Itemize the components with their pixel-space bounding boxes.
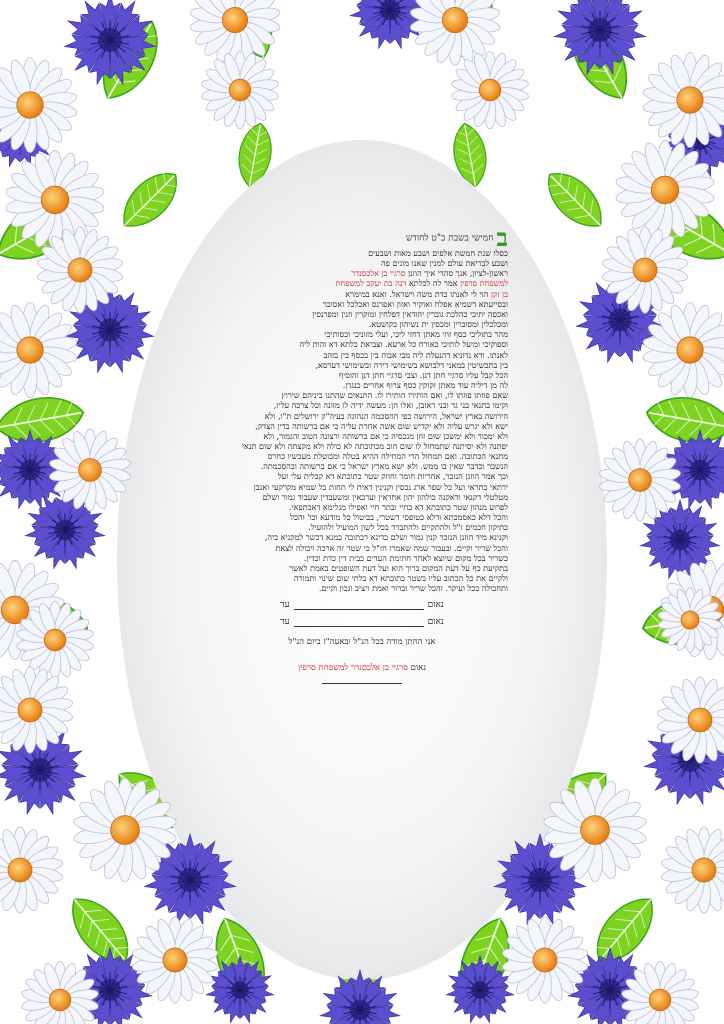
ketubah-line: הכל קבל עליו סרגיי חתן דנן. וצבי סרגיי חתן דנן והוסיף bbox=[338, 369, 508, 380]
ketubah-line: למשפחת סרפין אמר לה לכלתא דנה בת יעקב למשפחת bbox=[335, 278, 508, 289]
ketubah-line: כסלו שנת חמשת אלפים ושבע מאות ושבעים bbox=[368, 248, 508, 258]
ketubah-line: ותחבולה ככל ועיקר. והכל שריר וברור ואמת ויציב ונכון וקיים. bbox=[318, 583, 508, 594]
ketubah-line: והכל דלא כאסמכתא ודלא כטופסי דשטרי, בביטול כל מודעא וכו' והכל bbox=[290, 512, 508, 523]
ketubah-line: יפתנה ולא יסיתנה שתמחול לו שום חוב מכתובתה לא כולה ולא מקצתה ולא שום תנאי bbox=[241, 440, 508, 451]
ketubah-line: לפרוע מנהון שטר כתובתא דא בחיי ובתר חיי ואפילו מגלימא דאכתפאי. bbox=[288, 501, 508, 512]
witness-tail: עד bbox=[280, 600, 290, 611]
witness-signature-line bbox=[294, 599, 424, 610]
ketubah-line: וקנינא מיד הוזנן הנזכר קנין גמור ושלם כדינא דכתובה במנא דכשר למקניא ביה, bbox=[264, 532, 508, 543]
ketubah-line: ולא ימכור ולא ימשכן שום זוזן מנכסיה כי אם ברשותה ורצונה הטוב והגמור, ולא bbox=[263, 430, 508, 441]
witness-line-2 bbox=[216, 616, 508, 627]
ketubah-line: ושבע לבריאת עולם למנין שאנו מונים פה bbox=[380, 258, 508, 269]
ketubah-line: והכל שריר וקיים. ובעבור שמה שאמרו חז"ל כי שטר זה ארכה ויכולה לצאת bbox=[275, 542, 508, 553]
ketubah-text bbox=[216, 223, 508, 684]
opening-letter: ב bbox=[496, 223, 508, 252]
ketubah-line: מטלטלי דקנאי ודאקנה כולהון יהון אחראין וערבאין ומשעבדין שעבוד גמור ושלם bbox=[262, 491, 508, 502]
groom-name: סרגיי בן אלכסנדר למשפחת סרפין bbox=[297, 663, 408, 674]
ketubah-line: בן זקן הוי לי לאנתו כדת משה וישראל. ואנא במימרא bbox=[345, 288, 508, 299]
ketubah-line: ישא ולא יגרש עליה ולא יקדיש שום אשה אחרת עליה כי אם ברשותה בדין הצדק, bbox=[255, 420, 508, 431]
ketubah-body bbox=[216, 248, 508, 593]
ketubah-line: מהר בתוליכי כסף זוזי מאתן דחזי ליכי, ועלי מזוניכי וכסותיכי bbox=[324, 329, 508, 340]
groom-signature bbox=[216, 663, 508, 673]
groom-signature-prefix: נאום bbox=[410, 663, 427, 674]
ketubah-line: שאם פוזתו פוזתו לו, ואם הותירו הותירו לו. התנאים שהתנו ביניהם שירוץ bbox=[281, 390, 508, 401]
ketubah-line: בין בתכשיטין במאני דלבושא בשימושי דירה ובשימושי דערסא, bbox=[315, 359, 508, 370]
ketubah-line: לאנתו. ודא נדוניא דהנעלת ליה מבי אבוה בין בכסף בין בזהב bbox=[323, 349, 508, 360]
ketubah-line: הנשבר וכדבר שאין בו ממש. ולא ישא מארץ ישראל כי אם ברשותה ובהסכמתה. bbox=[260, 461, 508, 472]
witness-tail: עד bbox=[280, 617, 290, 628]
ketubah-line: הירושה בארץ ישראל, הירושה כפי ההסכמה הנהוגה בעיה"ק ירושלים ת"ו, ולא bbox=[264, 410, 508, 421]
witness-signature-line bbox=[294, 616, 424, 627]
ketubah-line: כתיקון חכמים ז"ל ולהתקיים ולהתברר בכל לשון המועיל ולהועיל. bbox=[308, 522, 508, 533]
ketubah-line: ובסייעתא דשמיא אפלח ואוקיר ואזון ואפרנס ואכלכל ואסובר bbox=[322, 298, 508, 309]
opening-line bbox=[216, 223, 508, 252]
ketubah-line: לה מן דיליה עוד מאתן זקוקין כסף צרוף אחרים כנגדן. bbox=[342, 380, 508, 391]
witness-label: נאום bbox=[427, 617, 444, 628]
ketubah-line: וקימו בתנאי בני גד ובני ראובן, ואלו הן: מעשה ידיה לו מזונה וכל צרכה עליו, bbox=[273, 400, 508, 411]
witness-line-1 bbox=[216, 599, 508, 610]
ketubah-line: ירתאי בתראי ועל כל שפר ארג נכסין וקנינין דאית לי תחות כל שמיא מקרקעי ואגבן bbox=[253, 481, 508, 492]
ketubah-line: בתקיעת כף על דעת המקום ברוך הוא ועל דעת השופטים באמת לאשר bbox=[289, 562, 508, 573]
ketubah-line: ומכלכלין ומסוברין ומכסין ית נשיהון בקושטא. bbox=[368, 319, 508, 330]
ketubah-line: כשריר בכל מקום שיוצא לאחר חתימת העדים בבית דין כדת וכדין. bbox=[303, 552, 508, 563]
ketubah-line: ואכסה יתיכי כהלכת גוברין יהודאין דפלחין ומוקרין וזנין ומפרנסין bbox=[312, 308, 508, 319]
groom-signature-line bbox=[322, 677, 402, 684]
ketubah-line: וספוקיכי ומיעל לותיכי כאורח כל ארעא. וצביאת כלתא דא והות ליה bbox=[299, 339, 508, 350]
ketubah-line: וכך אמר הוזנן הנזכר, אחריות חומר וחוזק שטר כתובתא דא קבלית עלי ועל bbox=[277, 471, 508, 482]
opening-text: חמישי בשבת כ"ט לחודש bbox=[406, 233, 494, 244]
groom-declaration: אני החתן מודה בכל הנ"ל ובאעה"ז ביום הנ"ל bbox=[288, 637, 436, 648]
ketubah-line: ולקיים את כל הכתוב עליו בשטר כתובתא דא בלתי שום שינוי ותמורה bbox=[293, 573, 508, 583]
witness-label: נאום bbox=[427, 600, 444, 611]
ketubah-line: מתנאי הכתובה. ואם תמחול הרי המחילה ההיא בטלה ומבוטלת מעכשיו כחרס bbox=[267, 451, 508, 462]
ketubah-line: ראשון-לציון, אנך סהדי איך הוזנן סרגיי בן אלכסנדר bbox=[351, 268, 508, 279]
